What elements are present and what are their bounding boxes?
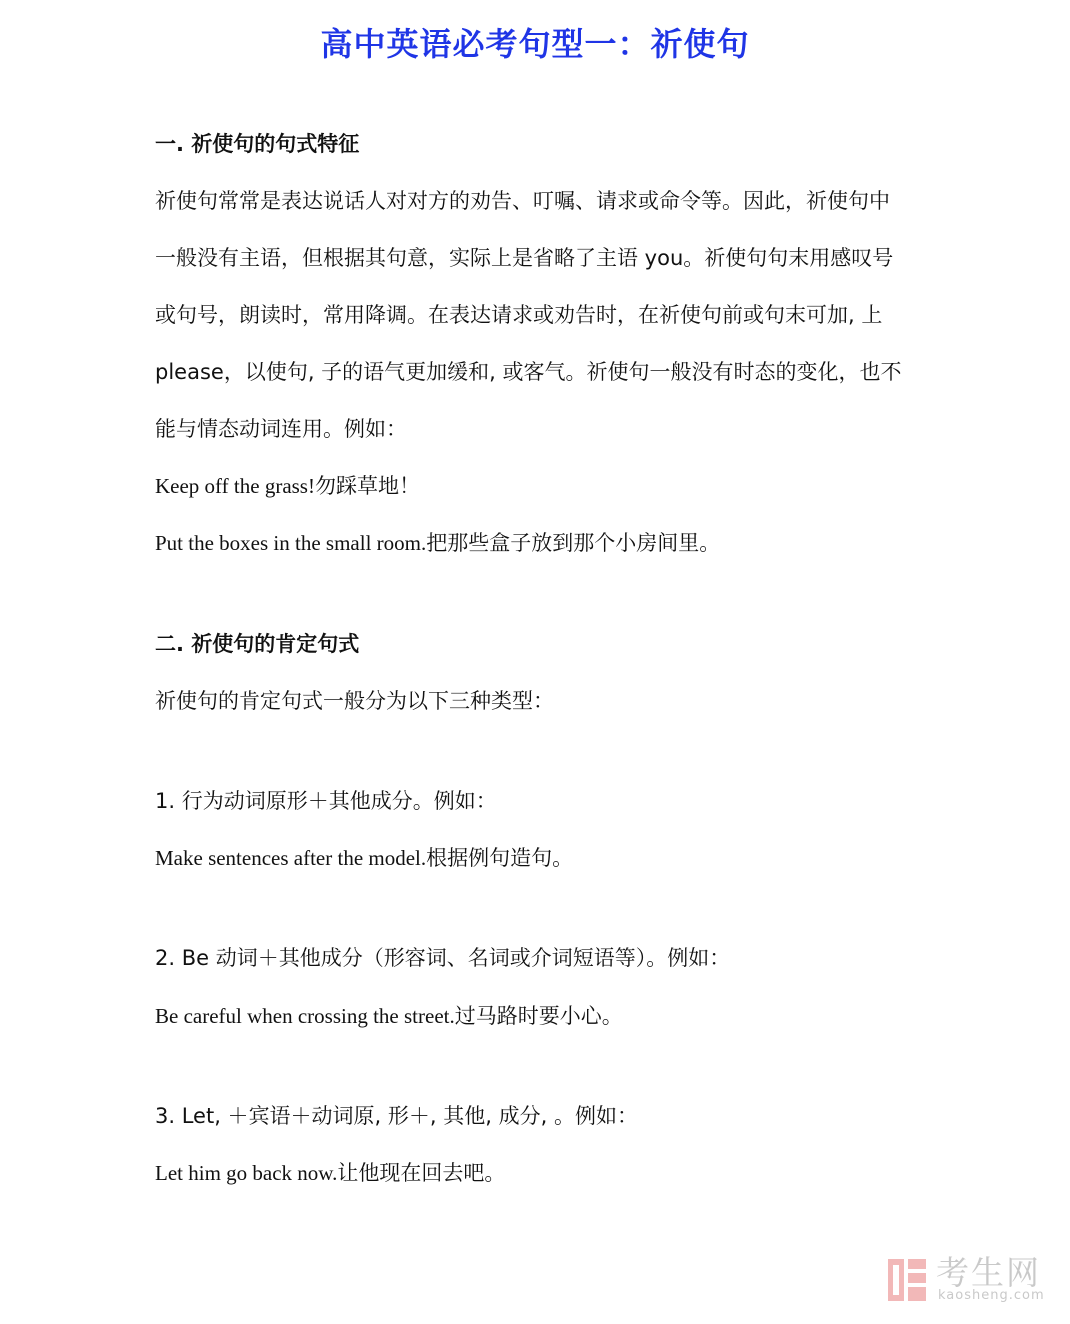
example-english: Be careful when crossing the street. [155, 1004, 455, 1028]
example-chinese: 把那些盒子放到那个小房间里。 [426, 531, 721, 555]
section-1-paragraph-line: please，以使句, 子的语气更加缓和, 或客气。祈使句一般没有时态的变化，也不 [155, 360, 902, 384]
type-1-rule: 1. 行为动词原形＋其他成分。例如： [155, 789, 497, 813]
watermark [886, 1255, 1056, 1307]
type-2-rule: 2. Be 动词＋其他成分（形容词、名词或介词短语等）。例如： [155, 946, 731, 970]
section-2-heading: 二. 祈使句的肯定句式 [155, 632, 360, 656]
example-sentence [155, 528, 925, 558]
type-3-rule: 3. Let, ＋宾语＋动词原, 形＋, 其他, 成分, 。例如： [155, 1104, 638, 1128]
example-english: Let him go back now. [155, 1161, 338, 1185]
example-english: Make sentences after the model. [155, 846, 427, 870]
example-chinese: 让他现在回去吧。 [337, 1161, 506, 1185]
type-1-example [155, 843, 925, 873]
example-chinese: 勿踩草地！ [314, 474, 420, 498]
example-english: Keep off the grass! [155, 474, 315, 498]
section-2-intro: 祈使句的肯定句式一般分为以下三种类型： [155, 689, 554, 713]
section-1-paragraph-line: 能与情态动词连用。例如： [155, 417, 407, 441]
example-chinese: 过马路时要小心。 [454, 1004, 623, 1028]
example-sentence [155, 471, 925, 501]
watermark-text: 考生网 [936, 1253, 1041, 1292]
page-title: 高中英语必考句型一：祈使句 [320, 25, 750, 63]
section-1-heading: 一. 祈使句的句式特征 [155, 132, 360, 156]
kaosheng-logo-icon [886, 1257, 928, 1303]
type-2-example [155, 1001, 925, 1031]
example-english: Put the boxes in the small room. [155, 531, 427, 555]
watermark-url: kaosheng.com [938, 1288, 1045, 1303]
example-chinese: 根据例句造句。 [426, 846, 574, 870]
type-3-example [155, 1158, 925, 1188]
section-1-paragraph-line: 或句号，朗读时，常用降调。在表达请求或劝告时，在祈使句前或句末可加, 上 [155, 303, 883, 327]
section-1-paragraph-line: 祈使句常常是表达说话人对对方的劝告、叮嘱、请求或命令等。因此，祈使句中 [155, 189, 890, 213]
section-1-paragraph-line: 一般没有主语，但根据其句意，实际上是省略了主语 you。祈使句句末用感叹号 [155, 246, 894, 270]
